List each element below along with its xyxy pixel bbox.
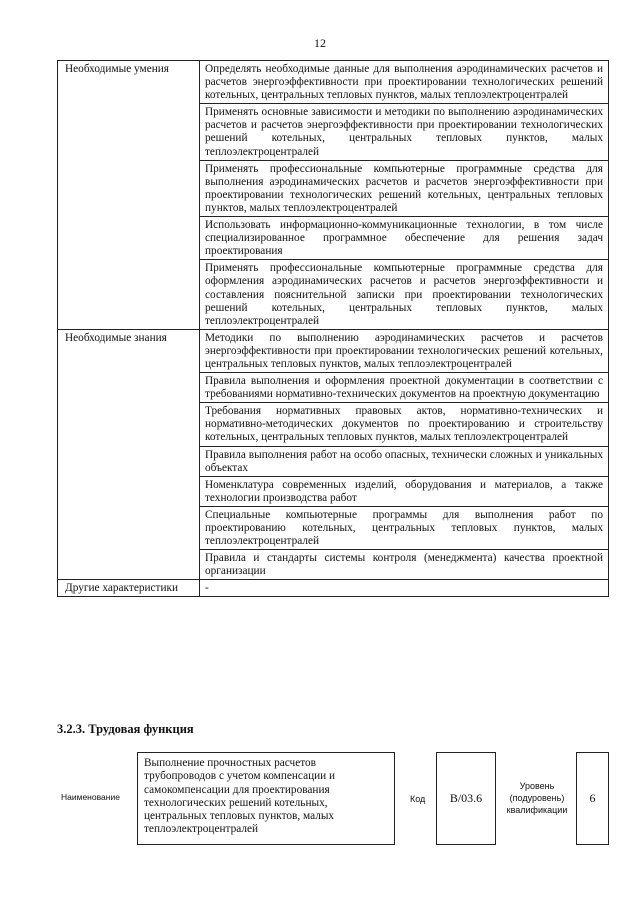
qualification-level-box: 6 bbox=[576, 752, 609, 845]
table-cell: - bbox=[200, 580, 609, 597]
table-cell: Номенклатура современных изделий, оборудования и материалов, а также технологии производства работ bbox=[200, 476, 609, 506]
row-label: Необходимые знания bbox=[58, 329, 200, 580]
table-row bbox=[58, 329, 609, 372]
requirements-table bbox=[57, 60, 609, 597]
name-label: Наименование bbox=[61, 792, 120, 802]
section-title: 3.2.3. Трудовая функция bbox=[57, 722, 194, 736]
qualification-level-label: Уровень (подуровень) квалификации bbox=[506, 781, 568, 815]
table-cell: Правила выполнения работ на особо опасных, технически сложных и уникальных объектах bbox=[200, 446, 609, 476]
table-row bbox=[58, 580, 609, 597]
function-code-box: B/03.6 bbox=[436, 752, 496, 845]
table-cell: Методики по выполнению аэродинамических расчетов и расчетов энергоэффективности при проектировании технологических решений котельных, центральных тепловых пунктов, малых теплоэлектроцентралей bbox=[200, 329, 609, 372]
row-label: Необходимые умения bbox=[58, 61, 200, 330]
code-label: Код bbox=[410, 794, 426, 804]
table-cell: Применять основные зависимости и методики по выполнению аэродинамических расчетов и расчетов энергоэффективности при проектировании технологических решений котельных, центральных тепловых пунктов, малых теплоэлектроцентралей bbox=[200, 104, 609, 160]
table-cell: Требования нормативных правовых актов, нормативно-технических и нормативно-методических документов по проектированию и строительству котельных, центральных тепловых пунктов, малых теплоэлектроцентралей bbox=[200, 403, 609, 446]
table-row bbox=[58, 61, 609, 104]
table-cell: Применять профессиональные компьютерные программные средства для оформления аэродинамических расчетов и расчетов энергоэффективности и составления пояснительной записки при проектировании технологических решений котельных, центральных тепловых пунктов, малых теплоэлектроцентралей bbox=[200, 260, 609, 329]
table-cell: Применять профессиональные компьютерные программные средства для выполнения аэродинамических расчетов и расчетов энергоэффективности при проектировании технологических решений котельных, центральных тепловых пунктов, малых теплоэлектроцентралей bbox=[200, 160, 609, 216]
table-cell: Правила выполнения и оформления проектной документации в соответствии с требованиями нормативно-технических документов на проектную документацию bbox=[200, 373, 609, 403]
table-cell: Использовать информационно-коммуникационные технологии, в том числе специализированное программное обеспечение для решения задач проектирования bbox=[200, 217, 609, 260]
table-cell: Определять необходимые данные для выполнения аэродинамических расчетов и расчетов энергоэффективности при проектировании технологических решений котельных, центральных тепловых пунктов, малых теплоэлектроцентралей bbox=[200, 61, 609, 104]
function-name-box: Выполнение прочностных расчетов трубопроводов с учетом компенсации и самокомпенсации для проектирования технологических решений котельных, центральных тепловых пунктов, малых теплоэлектроцентралей bbox=[137, 752, 395, 845]
row-label: Другие характеристики bbox=[58, 580, 200, 597]
table-cell: Правила и стандарты системы контроля (менеджмента) качества проектной организации bbox=[200, 550, 609, 580]
page-number: 12 bbox=[314, 36, 326, 50]
table-cell: Специальные компьютерные программы для выполнения работ по проектированию котельных, центральных тепловых пунктов, малых теплоэлектроцентралей bbox=[200, 506, 609, 549]
